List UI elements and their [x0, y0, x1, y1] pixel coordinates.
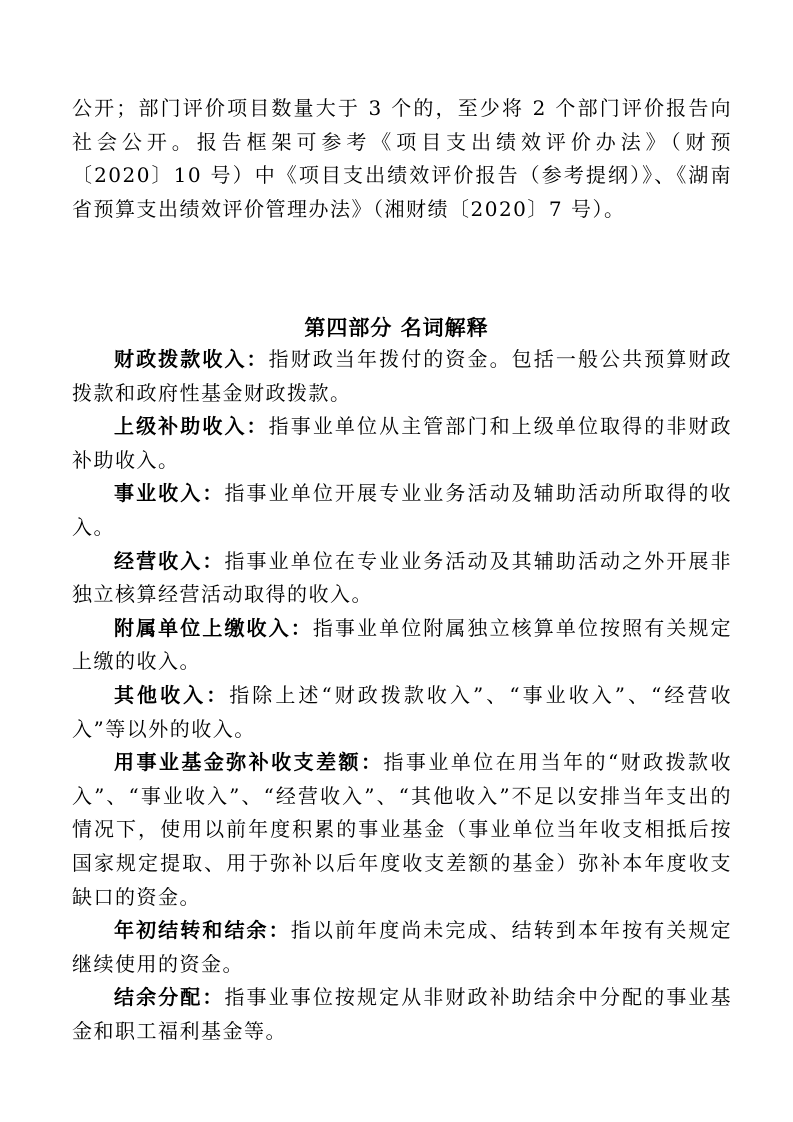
- term-name: 财政拨款收入：: [114, 347, 269, 371]
- term-operating-income: [72, 545, 732, 612]
- term-definition: 指事业单位开展专业业务活动及辅助活动所取得的收入。: [72, 481, 733, 539]
- term-definition: 指以前年度尚未完成、结转到本年按有关规定继续使用的资金。: [72, 918, 733, 976]
- term-name: 经营收入：: [114, 548, 225, 573]
- term-list: [72, 343, 732, 1048]
- term-name: 附属单位上缴收入：: [114, 615, 313, 640]
- term-carryover-and-balance: [72, 914, 732, 981]
- intro-text: 公开；部门评价项目数量大于 3 个的，至少将 2 个部门评价报告向社会公开。报告框架可参考《项目支出绩效评价办法》（财预〔2020〕10 号）中《项目支出绩效评价报告（参考提纲）》、《湖南省预算支出绩效评价管理办法》（湘财绩〔2020〕7 号）。: [72, 96, 732, 221]
- term-definition: 指除上述“财政拨款收入”、“事业收入”、“经营收入”等以外的收入。: [72, 682, 733, 741]
- term-business-income: [72, 477, 732, 544]
- term-fiscal-appropriation-income: [72, 343, 732, 410]
- term-name: 上级补助收入：: [114, 414, 269, 439]
- term-definition: 指事业单位从主管部门和上级单位取得的非财政补助收入。: [72, 414, 733, 472]
- term-other-income: [72, 679, 732, 746]
- term-definition: 指财政当年拨付的资金。包括一般公共预算财政拨款和政府性基金财政拨款。: [72, 347, 733, 405]
- term-business-fund-offset: [72, 746, 732, 914]
- term-superior-subsidy-income: [72, 410, 732, 477]
- term-definition: 指事业事位按规定从非财政补助结余中分配的事业基金和职工福利基金等。: [72, 985, 733, 1043]
- section-title: 第四部分 名词解释: [304, 316, 489, 340]
- intro-paragraph: [72, 92, 732, 226]
- term-name: 用事业基金弥补收支差额：: [114, 750, 384, 775]
- term-balance-distribution: [72, 981, 732, 1048]
- term-name: 年初结转和结余：: [114, 918, 291, 943]
- term-definition: 指事业单位在专业业务活动及其辅助活动之外开展非独立核算经营活动取得的收入。: [72, 548, 733, 607]
- term-name: 事业收入：: [114, 481, 225, 506]
- term-name: 其他收入：: [114, 682, 230, 707]
- term-name: 结余分配：: [114, 985, 225, 1010]
- term-definition: 指事业单位在用当年的“财政拨款收入”、“事业收入”、“经营收入”、“其他收入”不足以安排当年支出的情况下，使用以前年度积累的事业基金（事业单位当年收支相抵后按国家规定提取、用于弥补以后年度收支差额的基金）弥补本年度收支缺口的资金。: [72, 750, 732, 909]
- term-affiliated-unit-income: [72, 612, 732, 679]
- term-definition: 指事业单位附属独立核算单位按照有关规定上缴的收入。: [72, 615, 733, 674]
